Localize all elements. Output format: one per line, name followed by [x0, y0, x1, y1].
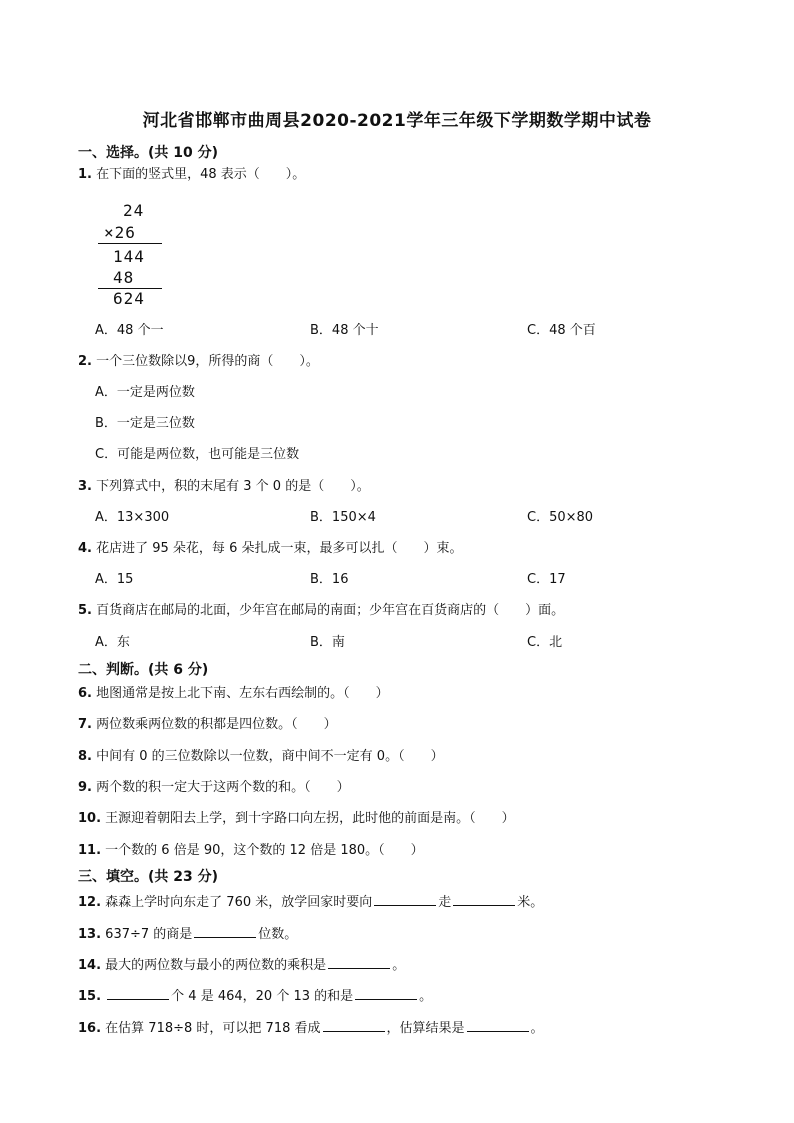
q4-option-b: B．16	[310, 572, 349, 587]
question-10	[78, 810, 515, 828]
question-5	[78, 602, 564, 620]
question-number: 12.	[78, 895, 102, 910]
question-11	[78, 842, 424, 860]
answer-blank[interactable]	[194, 925, 256, 938]
question-text: 一个数的 6 倍是 90，这个数的 12 倍是 180。（ ）	[105, 843, 424, 858]
q1-option-a: A．48 个一	[95, 323, 164, 338]
question-2	[78, 353, 319, 371]
question-text: 地图通常是按上北下南、左东右西绘制的。（ ）	[96, 686, 389, 701]
question-text: 个 4 是 464，20 个 13 的和是	[171, 989, 354, 1004]
question-14	[78, 956, 405, 975]
section-1-heading: 一、选择。(共 10 分)	[78, 145, 219, 161]
question-number: 2.	[78, 354, 92, 369]
q4-option-a: A．15	[95, 572, 134, 587]
question-text: 在下面的竖式里，48 表示（ ）。	[96, 167, 306, 182]
q3-option-a: A．13×300	[95, 510, 170, 525]
q1-option-b: B．48 个十	[310, 323, 379, 338]
calc-multiplicand: 24	[123, 201, 145, 220]
question-number: 9.	[78, 780, 92, 795]
question-number: 10.	[78, 811, 102, 826]
question-number: 16.	[78, 1021, 102, 1036]
question-number: 14.	[78, 958, 102, 973]
answer-blank[interactable]	[323, 1019, 385, 1032]
question-text: 米。	[517, 895, 544, 910]
question-text: 中间有 0 的三位数除以一位数，商中间不一定有 0。（ ）	[96, 749, 444, 764]
question-text: 在估算 718÷8 时，可以把 718 看成	[105, 1021, 321, 1036]
q2-option-b: B．一定是三位数	[95, 416, 195, 431]
question-number: 3.	[78, 479, 92, 494]
question-text: 位数。	[258, 927, 298, 942]
question-number: 7.	[78, 717, 92, 732]
question-text: 一个三位数除以9，所得的商（ ）。	[96, 354, 319, 369]
calc-multiplier: ×26	[104, 223, 136, 242]
answer-blank[interactable]	[374, 893, 436, 906]
q3-option-c: C．50×80	[527, 510, 594, 525]
question-text: 。	[419, 989, 433, 1004]
question-text: 两位数乘两位数的积都是四位数。（ ）	[96, 717, 337, 732]
question-number: 4.	[78, 541, 92, 556]
question-text: 。	[392, 958, 406, 973]
answer-blank[interactable]	[453, 893, 515, 906]
question-text: 走	[438, 895, 452, 910]
question-8	[78, 748, 444, 766]
question-number: 8.	[78, 749, 92, 764]
section-3-heading: 三、填空。(共 23 分)	[78, 869, 219, 885]
question-text: 王源迎着朝阳去上学，到十字路口向左拐，此时他的前面是南。（ ）	[105, 811, 515, 826]
question-text: 百货商店在邮局的北面，少年宫在邮局的南面；少年宫在百货商店的（ ）面。	[96, 603, 565, 618]
calc-result: 624	[113, 289, 145, 308]
question-4	[78, 540, 462, 558]
calc-partial-2: 48	[113, 268, 135, 287]
q3-option-b: B．150×4	[310, 510, 376, 525]
answer-blank[interactable]	[355, 987, 417, 1000]
question-text: 花店进了 95 朵花，每 6 朵扎成一束，最多可以扎（ ）束。	[96, 541, 463, 556]
question-7	[78, 716, 337, 734]
question-number: 6.	[78, 686, 92, 701]
question-3	[78, 478, 370, 496]
question-text: 637÷7 的商是	[105, 927, 193, 942]
question-text: 最大的两位数与最小的两位数的乘积是	[105, 958, 327, 973]
question-number: 13.	[78, 927, 102, 942]
question-text: ，估算结果是	[386, 1021, 465, 1036]
question-9	[78, 779, 350, 797]
question-text: 下列算式中，积的末尾有 3 个 0 的是（ ）。	[96, 479, 370, 494]
question-number: 5.	[78, 603, 92, 618]
calc-partial-1: 144	[113, 247, 145, 266]
question-15	[78, 987, 432, 1006]
answer-blank[interactable]	[328, 956, 390, 969]
question-6	[78, 685, 389, 703]
question-number: 11.	[78, 843, 102, 858]
question-16	[78, 1019, 544, 1038]
q5-option-a: A．东	[95, 635, 130, 650]
question-number: 15.	[78, 989, 102, 1004]
page-title: 河北省邯郸市曲周县2020-2021学年三年级下学期数学期中试卷	[142, 111, 652, 131]
q2-option-a: A．一定是两位数	[95, 385, 195, 400]
question-1	[78, 166, 305, 184]
q2-option-c: C．可能是两位数，也可能是三位数	[95, 447, 300, 462]
answer-blank[interactable]	[467, 1019, 529, 1032]
q4-option-c: C．17	[527, 572, 566, 587]
calc-rule-1	[98, 243, 162, 244]
q5-option-b: B．南	[310, 635, 345, 650]
question-text: 森森上学时向东走了 760 米，放学回家时要向	[105, 895, 373, 910]
section-2-heading: 二、判断。(共 6 分)	[78, 662, 209, 678]
answer-blank[interactable]	[107, 987, 169, 1000]
question-number: 1.	[78, 167, 92, 182]
question-12	[78, 893, 543, 912]
q5-option-c: C．北	[527, 635, 563, 650]
q1-option-c: C．48 个百	[527, 323, 596, 338]
question-13	[78, 925, 297, 944]
question-text: 。	[530, 1021, 544, 1036]
question-text: 两个数的积一定大于这两个数的和。（ ）	[96, 780, 350, 795]
